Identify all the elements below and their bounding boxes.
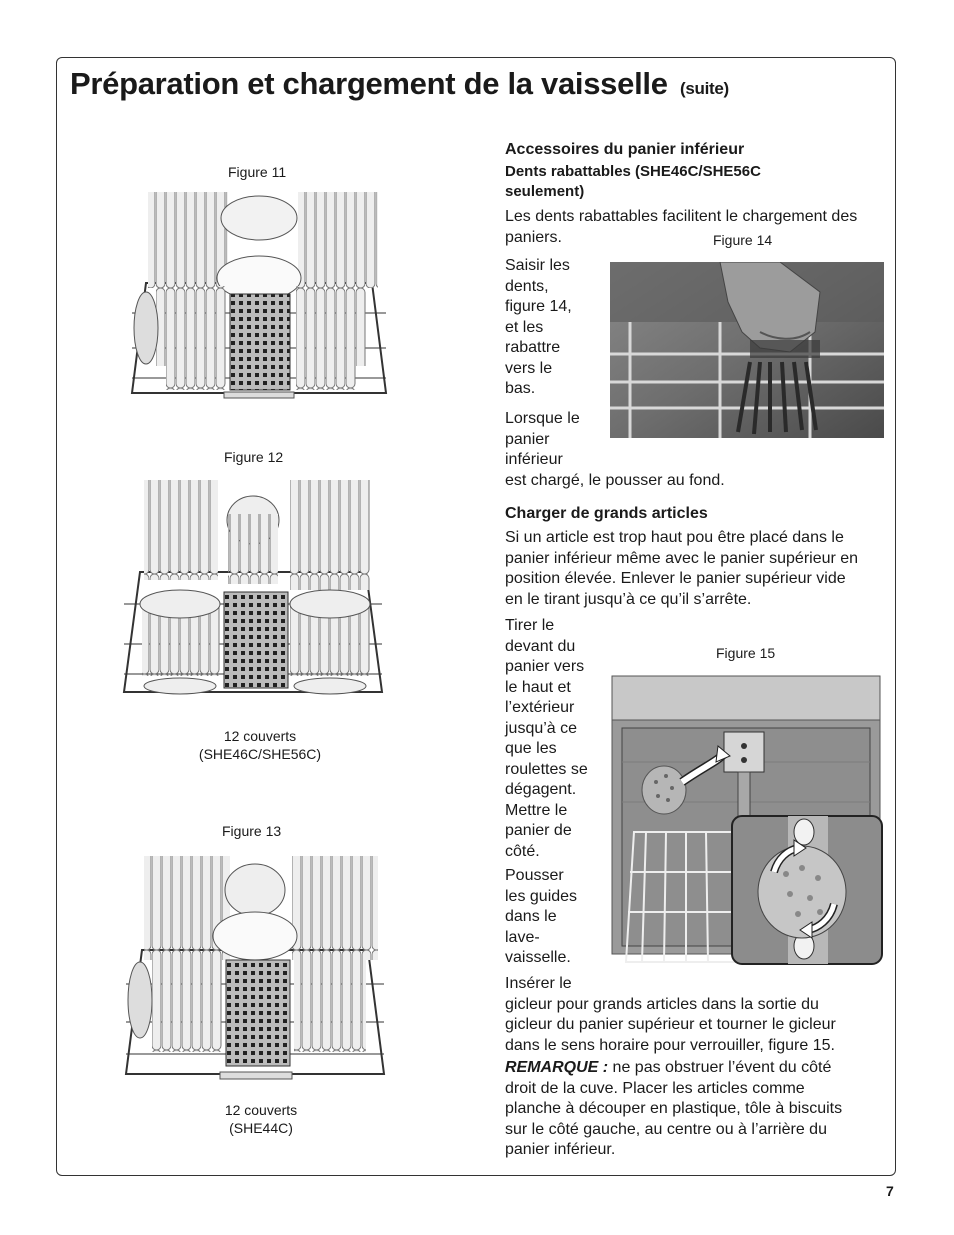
push-line: est chargé, le pousser au fond. (505, 471, 725, 489)
step-line: dents, (505, 277, 549, 295)
title-suffix: (suite) (679, 79, 729, 98)
figure-13-note-line2: (SHE44C) (229, 1120, 293, 1136)
pull-line: devant du (505, 637, 576, 655)
intro-line: en le tirant jusqu’à ce qu’il s’arrête. (505, 590, 752, 608)
note-line: sur le côté gauche, au centre ou à l’arrière du (505, 1120, 827, 1138)
figure-11-rack-illustration (126, 188, 392, 406)
pull-line: que les (505, 740, 557, 757)
pull-line: jusqu’à ce (505, 719, 578, 737)
pull-line: panier de (505, 822, 572, 839)
step-line: bas. (505, 380, 536, 397)
figure-14-caption: Figure 14 (713, 232, 773, 248)
push-line: panier (505, 430, 550, 448)
insert-sprayer-text (505, 974, 836, 1056)
pull-line: panier vers (505, 658, 585, 675)
guide-line: dans le (505, 908, 557, 925)
step-line: vers le (505, 359, 553, 377)
pull-line: l’extérieur (505, 699, 575, 716)
pull-line: le haut et (505, 678, 571, 696)
intro-line: panier inférieur même avec le panier supérieur en (505, 549, 859, 567)
section2-heading: Charger de grands articles (505, 505, 708, 522)
pull-line: dégagent. (505, 781, 577, 798)
note-line: panier inférieur. (505, 1141, 616, 1158)
step-line: rabattre (505, 339, 561, 356)
pull-line: Tirer le (505, 617, 555, 634)
figure-12-note (195, 727, 325, 763)
figure-12-caption: Figure 12 (224, 449, 284, 465)
pull-line: côté. (505, 842, 540, 860)
push-basket-text (505, 409, 725, 491)
intro-line: Si un article est trop haut pou être placé dans le (505, 529, 844, 546)
step-line: Saisir les (505, 257, 570, 274)
guide-line: vaisselle. (505, 949, 571, 966)
note-line: planche à découper en plastique, tôle à biscuits (505, 1100, 843, 1117)
note-line: droit de la cuve. Placer les articles comme (505, 1079, 805, 1097)
step-line: figure 14, (505, 298, 572, 315)
grab-tines-text (505, 256, 572, 400)
subheading-line2: seulement) (505, 183, 585, 200)
guide-line: lave- (505, 928, 540, 946)
figure-13-rack-illustration (122, 850, 388, 1088)
figure-13-note (196, 1101, 326, 1137)
page-number: 7 (886, 1183, 894, 1199)
figure-12-note-line1: 12 couverts (223, 728, 297, 744)
pull-line: Mettre le (505, 801, 568, 819)
figure-12-rack-illustration (120, 474, 386, 704)
intro-line1: Les dents rabattables facilitent le chargement des (505, 208, 858, 225)
section1-subheading (505, 162, 761, 202)
push-line: inférieur (505, 451, 563, 468)
figure-12-note-line2: (SHE46C/SHE56C) (198, 746, 322, 762)
insert-line: gicleur pour grands articles dans la sortie du (505, 995, 819, 1013)
intro-line: position élevée. Enlever le panier supérieur vide (505, 570, 846, 587)
pull-basket-text (505, 616, 588, 862)
section1-intro (505, 207, 857, 248)
insert-line: Insérer le (505, 975, 572, 992)
figure-13-caption: Figure 13 (222, 823, 282, 839)
figure-15-caption: Figure 15 (716, 645, 776, 661)
pull-line: roulettes se (505, 760, 588, 778)
section2-intro (505, 528, 858, 610)
note-block (505, 1058, 842, 1161)
intro-line2: paniers. (505, 228, 562, 246)
push-line: Lorsque le (505, 410, 580, 427)
subheading-line1: Dents rabattables (SHE46C/SHE56C (505, 163, 761, 180)
guide-line: Pousser (505, 867, 564, 884)
step-line: et les (505, 318, 544, 336)
figure-15-illustration (606, 672, 886, 968)
page-title: Préparation et chargement de la vaisselle (suite) (70, 66, 729, 101)
guide-line: les guides (505, 887, 578, 905)
note-first-line (505, 1058, 842, 1079)
push-guides-text (505, 866, 577, 969)
note-label: REMARQUE : (505, 1059, 609, 1076)
insert-line: gicleur du panier supérieur et tourner le gicleur (505, 1016, 836, 1033)
insert-line: dans le sens horaire pour verrouiller, figure 15. (505, 1036, 835, 1054)
section1-heading: Accessoires du panier inférieur (505, 141, 745, 158)
figure-11-caption: Figure 11 (228, 164, 287, 180)
note-line: ne pas obstruer l’évent du côté (608, 1059, 832, 1076)
figure-13-note-line1: 12 couverts (224, 1102, 298, 1118)
